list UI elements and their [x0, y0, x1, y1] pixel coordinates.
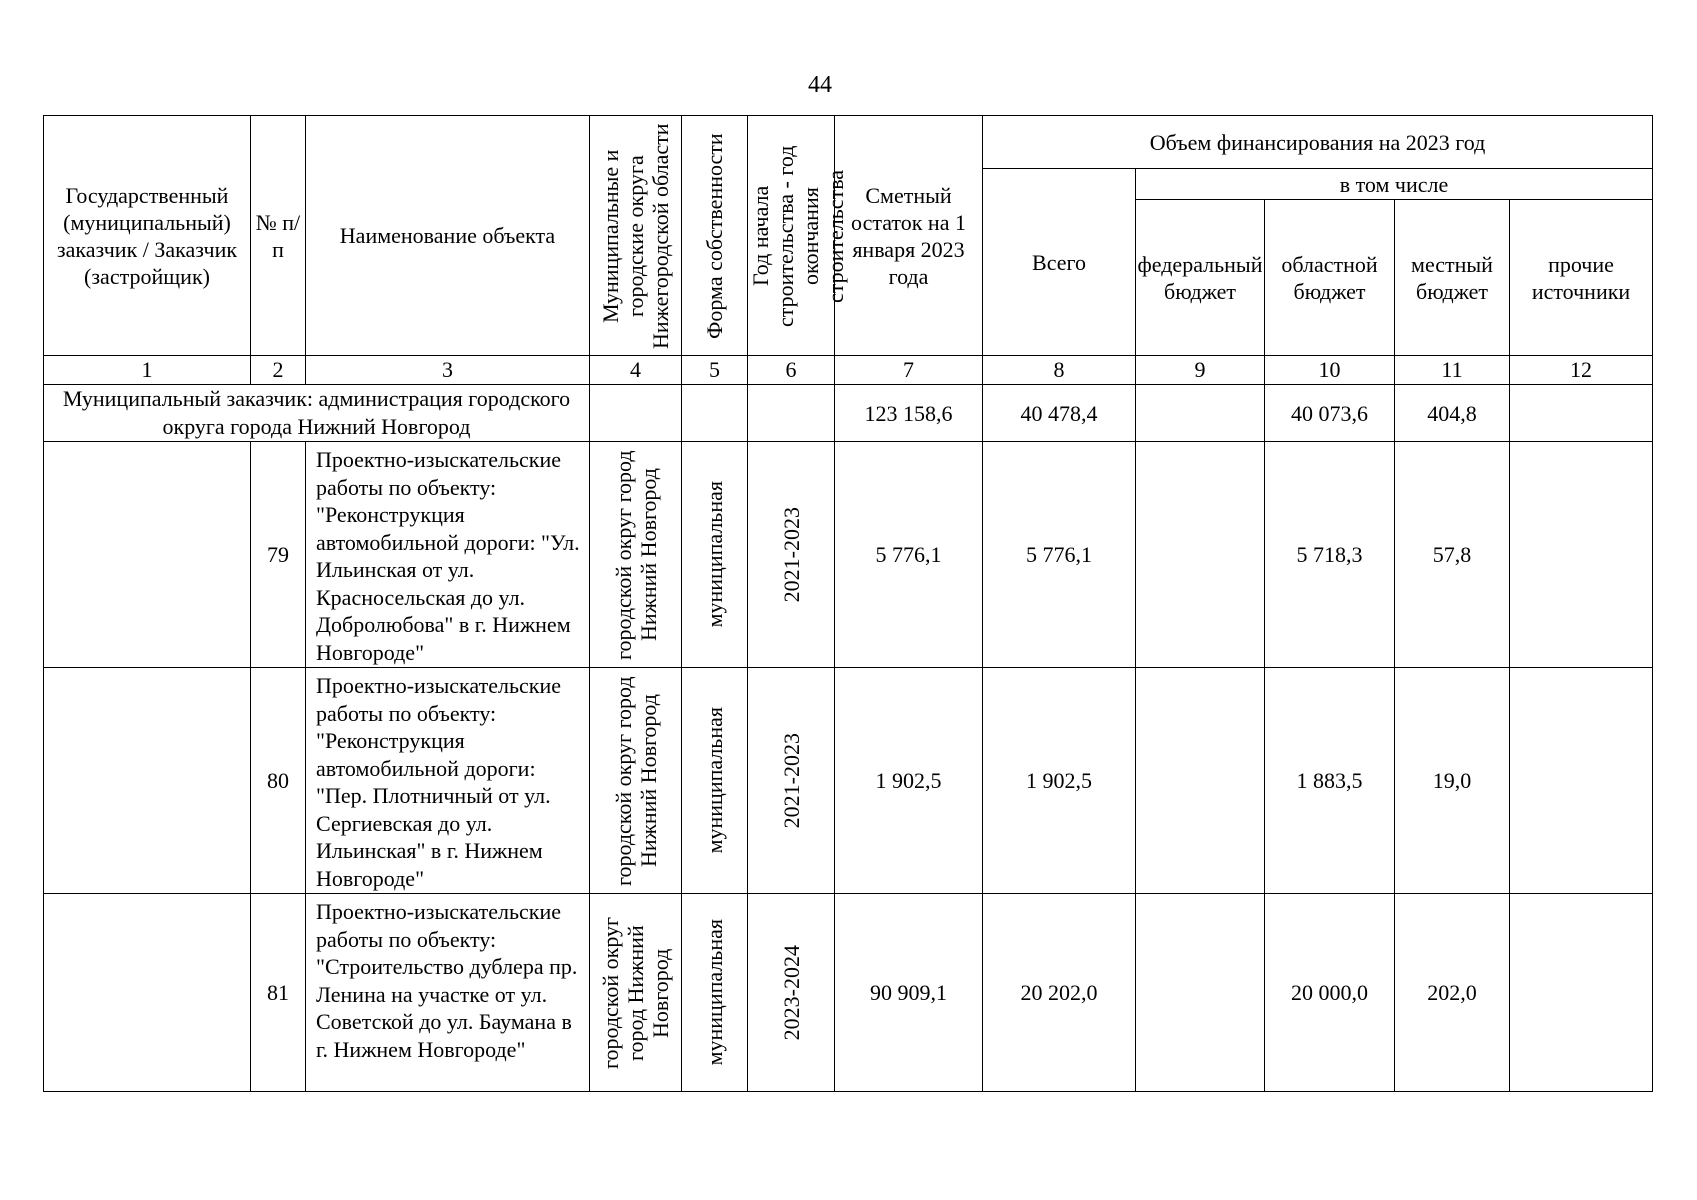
group-local: 404,8 [1395, 385, 1510, 442]
header-federal-budget: федеральный бюджет [1136, 200, 1265, 356]
row-ownership: муниципальная [682, 668, 748, 894]
row-total: 5 776,1 [983, 442, 1136, 668]
row-customer [44, 668, 251, 894]
header-regional-budget: областной бюджет [1265, 200, 1395, 356]
row-number: 80 [251, 668, 306, 894]
row-object-name: Проектно-изыскательские работы по объекту: "Реконструкция автомобильной дороги: "Ул. Ильинская от ул. Красносельская до ул. Добролюбова" в г. Нижнем Новгороде" [306, 442, 590, 668]
table-row [44, 442, 1653, 668]
row-years: 2021-2023 [748, 668, 835, 894]
row-estimated-balance: 5 776,1 [835, 442, 983, 668]
column-number: 1 [44, 356, 251, 385]
row-customer [44, 442, 251, 668]
header-ownership-form: Форма собственности [682, 116, 748, 356]
group-customer: Муниципальный заказчик: администрация городского округа города Нижний Новгород [44, 385, 590, 442]
column-number: 2 [251, 356, 306, 385]
row-district: городской округ город Нижний Новгород [590, 894, 682, 1092]
row-other [1510, 894, 1653, 1092]
column-number: 9 [1136, 356, 1265, 385]
row-regional: 1 883,5 [1265, 668, 1395, 894]
row-customer [44, 894, 251, 1092]
header-construction-years: Год начала строительства - год окончания строительства [748, 116, 835, 356]
header-other-sources: прочие источники [1510, 200, 1653, 356]
column-number: 10 [1265, 356, 1395, 385]
row-local: 202,0 [1395, 894, 1510, 1092]
row-ownership: муниципальная [682, 442, 748, 668]
row-regional: 5 718,3 [1265, 442, 1395, 668]
row-number: 81 [251, 894, 306, 1092]
group-other [1510, 385, 1653, 442]
group-federal [1136, 385, 1265, 442]
group-cell [590, 385, 682, 442]
page-number: 44 [808, 72, 832, 98]
row-district: городской округ город Нижний Новгород [590, 442, 682, 668]
header-estimated-balance: Сметный остаток на 1 января 2023 года [835, 116, 983, 356]
row-years: 2021-2023 [748, 442, 835, 668]
column-number: 12 [1510, 356, 1653, 385]
row-federal [1136, 894, 1265, 1092]
row-local: 19,0 [1395, 668, 1510, 894]
column-number: 7 [835, 356, 983, 385]
header-number: № п/п [251, 116, 306, 356]
row-regional: 20 000,0 [1265, 894, 1395, 1092]
row-estimated-balance: 1 902,5 [835, 668, 983, 894]
column-number: 5 [682, 356, 748, 385]
group-regional: 40 073,6 [1265, 385, 1395, 442]
group-total: 40 478,4 [983, 385, 1136, 442]
financing-table [43, 115, 1653, 1092]
row-estimated-balance: 90 909,1 [835, 894, 983, 1092]
row-total: 1 902,5 [983, 668, 1136, 894]
header-customer: Государственный (муниципальный) заказчик / Заказчик (застройщик) [44, 116, 251, 356]
group-cell [748, 385, 835, 442]
row-other [1510, 668, 1653, 894]
row-object-name: Проектно-изыскательские работы по объекту: "Реконструкция автомобильной дороги: "Пер. Плотничный от ул. Сергиевская до ул. Ильинская" в г. Нижнем Новгороде" [306, 668, 590, 894]
header-object-name: Наименование объекта [306, 116, 590, 356]
header-total: Всего [983, 169, 1136, 356]
header-municipal-districts: Муниципальные и городские округа Нижегородской области [590, 116, 682, 356]
row-years: 2023-2024 [748, 894, 835, 1092]
header-financing-volume: Объем финансирования на 2023 год [983, 116, 1653, 169]
header-including: в том числе [1136, 169, 1653, 200]
column-number: 6 [748, 356, 835, 385]
table-row [44, 894, 1653, 1092]
row-other [1510, 442, 1653, 668]
column-number: 4 [590, 356, 682, 385]
row-number: 79 [251, 442, 306, 668]
row-federal [1136, 442, 1265, 668]
row-federal [1136, 668, 1265, 894]
column-number: 8 [983, 356, 1136, 385]
row-district: городской округ город Нижний Новгород [590, 668, 682, 894]
row-local: 57,8 [1395, 442, 1510, 668]
column-number: 11 [1395, 356, 1510, 385]
row-object-name: Проектно-изыскательские работы по объекту: "Строительство дублера пр. Ленина на участке от ул. Советской до ул. Баумана в г. Нижнем Новгороде" [306, 894, 590, 1092]
group-estimated-balance: 123 158,6 [835, 385, 983, 442]
header-local-budget: местный бюджет [1395, 200, 1510, 356]
table-row [44, 668, 1653, 894]
column-number: 3 [306, 356, 590, 385]
group-cell [682, 385, 748, 442]
row-ownership: муниципальная [682, 894, 748, 1092]
row-total: 20 202,0 [983, 894, 1136, 1092]
